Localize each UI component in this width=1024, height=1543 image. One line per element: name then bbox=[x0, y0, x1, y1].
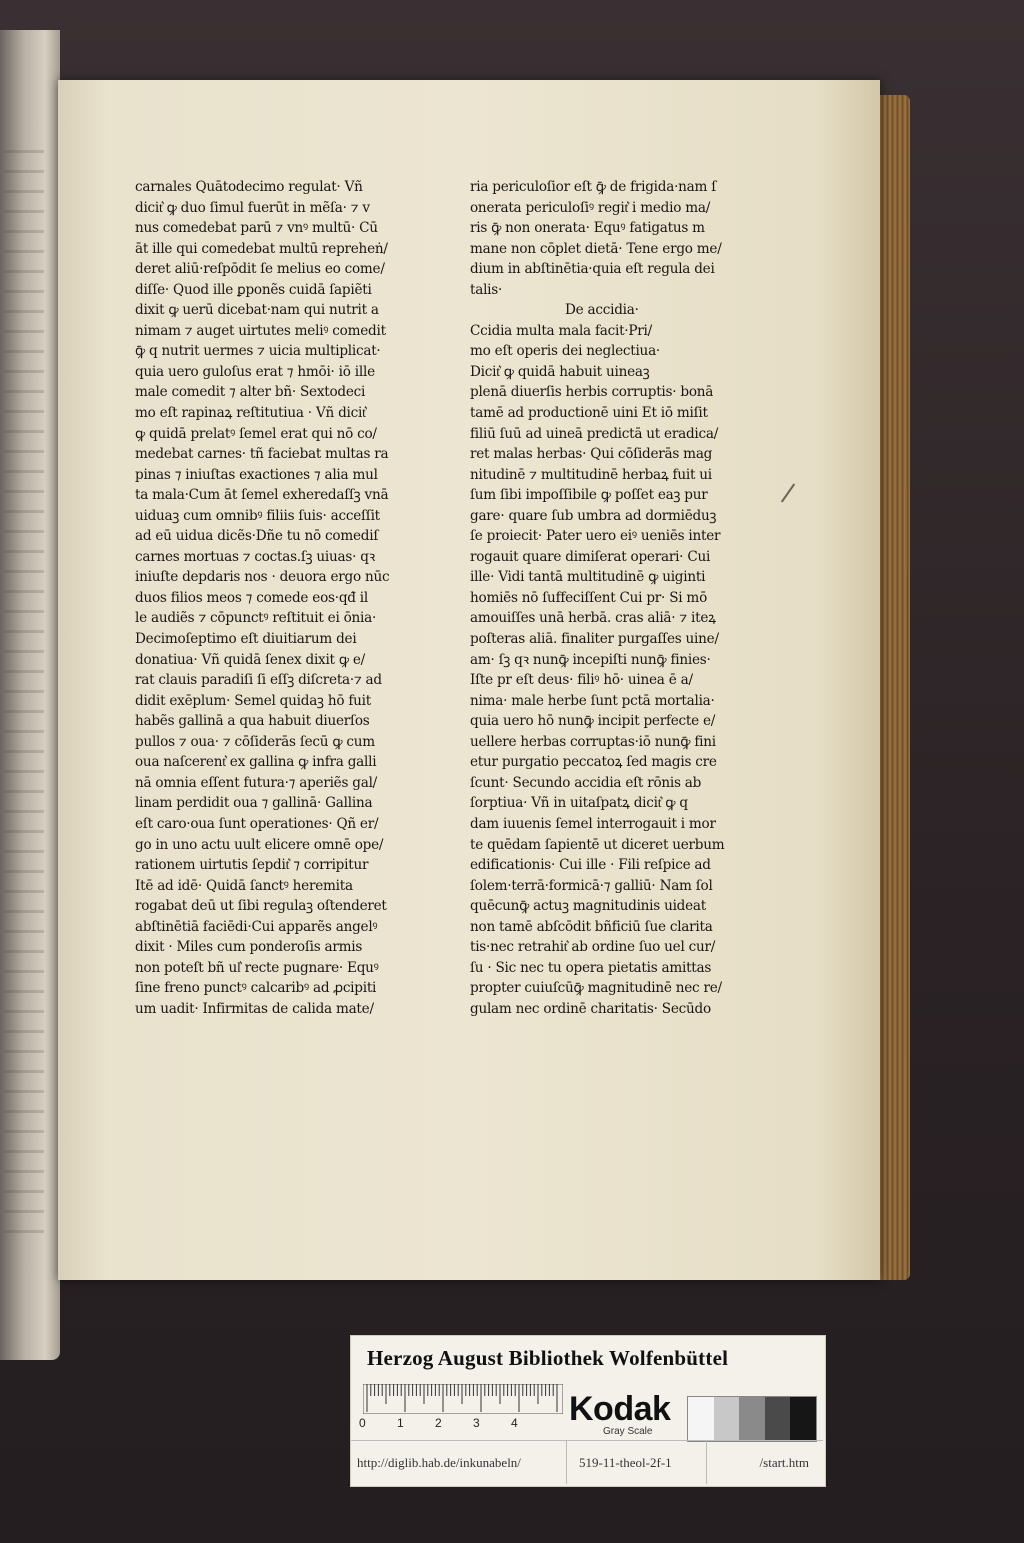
left-page-bleed-text bbox=[4, 150, 44, 1250]
text-line: nimam ⁊ auget uirtutes meliꝰ comedit bbox=[135, 322, 386, 339]
text-line: homiēs nō ſuffeciſſent Cui pr· Si mō bbox=[470, 589, 708, 606]
text-line: edificationis· Cui ille · Fili reſpice ad bbox=[470, 857, 711, 874]
left-text-column bbox=[135, 177, 435, 1019]
ruler-number: 0 bbox=[359, 1416, 366, 1430]
ruler-number: 4 bbox=[511, 1416, 518, 1430]
text-line: uellere herbas corruptas·iō nunꝙ̄ fini bbox=[470, 733, 716, 750]
text-line: iniuſte depdaris nos · deuora ergo nūc bbox=[135, 569, 390, 586]
text-line: didit exēplum· Semel quidaꝫ hō fuit bbox=[135, 692, 371, 709]
text-line: āt ille qui comedebat multū repreheṅ/ bbox=[135, 240, 388, 257]
text-line: poſteras aliā. finaliter purgaſſes uine/ bbox=[470, 631, 719, 648]
text-line: mo eſt rapinaꝝ reſtitutiua · Vñ dicit͛ bbox=[135, 405, 366, 422]
text-line: rat clauis paradiſi ſi eſſꝫ diſcreta·⁊ ad bbox=[135, 672, 382, 689]
text-line: nā omnia eſſent futura·⁊ aperiẽs gal/ bbox=[135, 774, 378, 791]
text-line: rogauit quare dimiſerat operari· Cui bbox=[470, 548, 711, 565]
text-line: linam perdidit oua ⁊ gallinā· Gallina bbox=[135, 795, 373, 812]
text-line: etur purgatio peccatoꝝ ſed magis cre bbox=[470, 754, 717, 771]
text-line: gulam nec ordinē charitatis· Secūdo bbox=[470, 1000, 711, 1017]
text-line: gare· quare ſub umbra ad dormiēduꝫ bbox=[470, 507, 717, 524]
ruler-number: 2 bbox=[435, 1416, 442, 1430]
text-line: nus comedebat parū ⁊ vnꝰ multū· Cū bbox=[135, 220, 378, 237]
text-line: talis· bbox=[470, 281, 503, 298]
text-line: um uadit· Infirmitas de calida mate/ bbox=[135, 1000, 374, 1017]
text-line: dixit ꝙ uerū dicebat·nam qui nutrit a bbox=[135, 302, 379, 319]
text-line: De accidia· bbox=[565, 302, 639, 319]
text-line: pullos ⁊ oua· ⁊ cōſiderās ſecū ꝙ cum bbox=[135, 733, 375, 750]
text-line: ꝙ̄ q nutrit uermes ⁊ uicia multiplicat· bbox=[135, 343, 381, 360]
text-line: nitudinē ⁊ multitudinē herbaꝝ fuit ui bbox=[470, 466, 712, 483]
text-line: dixit · Miles cum ponderoſis armis bbox=[135, 939, 363, 956]
text-line: ſine freno punctꝰ calcaribꝰ ad ꝓcipiti bbox=[135, 980, 377, 997]
text-line: carnes mortuas ⁊ coctas.ſꝫ uiuas· qꝛ bbox=[135, 548, 375, 565]
text-line: diſſe· Quod ille ꝑponẽs cuidā ſapiẽti bbox=[135, 281, 372, 298]
text-line: quia uero guloſus erat ⁊ hmōi· iō ille bbox=[135, 363, 375, 380]
text-line: rogabat deū ut ſibi regulaꝫ oſtenderet bbox=[135, 898, 387, 915]
text-line: abſtinētiā faciēdi·Cui apparẽs angelꝰ bbox=[135, 918, 378, 935]
text-line: uiduaꝫ cum omnibꝰ filiis ſuis· acceſſit bbox=[135, 507, 380, 524]
text-line: non tamē abſcōdit bñficiū ſue clarita bbox=[470, 918, 713, 935]
text-line: Dicit͛ ꝙ quidā habuit uineaꝫ bbox=[470, 363, 650, 380]
text-line: ſorptiua· Vñ in uitaſpatꝝ dicit͛ ꝙ q bbox=[470, 795, 688, 812]
text-line: Iſte pr eſt deus· filiꝰ hō· uinea ē a/ bbox=[470, 672, 693, 689]
text-line: habẽs gallinā a qua habuit diuerſos bbox=[135, 713, 370, 730]
text-line: dicit͛ ꝙ duo ſimul fuerūt in mẽſa· ⁊ v bbox=[135, 199, 370, 216]
text-line: tamē ad productionē uini Et iō miſit bbox=[470, 405, 708, 422]
text-line: quēcunꝙ̄ actuꝫ magnitudinis uideat bbox=[470, 898, 706, 915]
text-line: quia uero hō nunꝙ̄ incipit perfecte e/ bbox=[470, 713, 716, 730]
text-line: deret aliū·reſpōdit ſe melius eo come/ bbox=[135, 261, 385, 278]
text-line: ret malas herbas· Qui cōſiderās mag bbox=[470, 446, 713, 463]
gray-swatch bbox=[739, 1397, 765, 1441]
text-line: Itē ad idē· Quidā ſanctꝰ heremita bbox=[135, 877, 353, 894]
text-line: amouiſſes unā herbā. cras aliā· ⁊ iteꝝ bbox=[470, 610, 716, 627]
text-line: male comedit ⁊ alter bñ· Sextodeci bbox=[135, 384, 366, 401]
gray-swatch bbox=[714, 1397, 740, 1441]
ruler-number: 3 bbox=[473, 1416, 480, 1430]
text-line: ille· Vidi tantā multitudinē ꝙ uiginti bbox=[470, 569, 706, 586]
text-line: ſu · Sic nec tu opera pietatis amittas bbox=[470, 959, 712, 976]
text-line: ſe proiecit· Pater uero eiꝰ ueniēs inter bbox=[470, 528, 721, 545]
text-line: dium in abſtinētia·quia eſt regula dei bbox=[470, 261, 715, 278]
page-file-link[interactable]: /start.htm bbox=[707, 1440, 823, 1484]
text-line: plenā diuerſis herbis corruptis· bonā bbox=[470, 384, 714, 401]
text-line: ſcunt· Secundo accidia eſt rōnis ab bbox=[470, 774, 702, 791]
library-url[interactable]: http://diglib.hab.de/inkunabeln/ bbox=[351, 1440, 567, 1484]
text-line: ꝙ quidā prelatꝰ ſemel erat qui nō co/ bbox=[135, 425, 377, 442]
ruler-scale bbox=[363, 1384, 563, 1414]
text-line: non poteſt bñ ul͛ recte pugnare· Equꝰ bbox=[135, 959, 379, 976]
gray-swatches bbox=[687, 1396, 817, 1442]
gray-scale-caption: Gray Scale bbox=[603, 1426, 653, 1437]
text-line: medebat carnes· tñ faciebat multas ra bbox=[135, 446, 389, 463]
text-line: propter cuiuſcūꝙ̄ magnitudinē nec re/ bbox=[470, 980, 722, 997]
kodak-logo: Kodak bbox=[569, 1390, 671, 1428]
text-line: rationem uirtutis ſepdit͛ ⁊ corripitur bbox=[135, 857, 369, 874]
text-line: le audiẽs ⁊ cōpunctꝰ reſtituit ei ōnia· bbox=[135, 610, 377, 627]
text-line: ſolem·terrā·formicā·⁊ galliū· Nam ſol bbox=[470, 877, 713, 894]
text-line: donatiua· Vñ quidā ſenex dixit ꝙ e/ bbox=[135, 651, 365, 668]
text-line: mane non cōplet dietā· Tene ergo me/ bbox=[470, 240, 722, 257]
text-line: mo eſt operis dei neglectiua· bbox=[470, 343, 660, 360]
text-line: duos filios meos ⁊ comede eos·qđ il bbox=[135, 589, 368, 606]
text-line: dam iuuenis ſemel interrogauit i mor bbox=[470, 815, 716, 832]
right-text-column bbox=[470, 177, 770, 1019]
text-line: onerata periculoſiꝰ regit͛ i medio ma/ bbox=[470, 199, 711, 216]
text-line: go in uno actu uult elicere omnē ope/ bbox=[135, 836, 384, 853]
text-line: ad eū uidua dicẽs·Dñe tu nō comediſ bbox=[135, 528, 379, 545]
text-line: Decimoſeptimo eſt diuitiarum dei bbox=[135, 631, 357, 648]
text-line: filiū ſuū ad uineā predictā ut eradica/ bbox=[470, 425, 719, 442]
text-line: tis·nec retrahit͛ ab ordine ſuo uel cur/ bbox=[470, 939, 716, 956]
text-line: ris ꝙ̄ non onerata· Equꝰ fatigatus m bbox=[470, 220, 705, 237]
ruler-number: 1 bbox=[397, 1416, 404, 1430]
library-name: Herzog August Bibliothek Wolfenbüttel bbox=[367, 1346, 729, 1370]
left-page-edge bbox=[0, 30, 60, 1360]
text-line: am· ſꝫ qꝛ nunꝙ̄ incepiſti nunꝙ̄ finies· bbox=[470, 651, 711, 668]
gray-swatch bbox=[765, 1397, 791, 1441]
text-line: pinas ⁊ iniuſtas exactiones ⁊ alia mul bbox=[135, 466, 378, 483]
text-line: eſt caro·oua ſunt operationes· Qñ er/ bbox=[135, 815, 379, 832]
text-line: ſum ſibi impoſſibile ꝙ poſſet eaꝫ pur bbox=[470, 487, 708, 504]
text-line: carnales Quātodecimo regulat· Vñ bbox=[135, 179, 363, 195]
gray-swatch bbox=[688, 1397, 714, 1441]
text-line: Ccidia multa mala facit·Pri/ bbox=[470, 322, 652, 339]
library-color-bar-label bbox=[350, 1335, 826, 1487]
text-line: ria periculoſior eſt ꝙ̄ de frigida·nam ſ bbox=[470, 179, 717, 195]
text-line: ta mala·Cum āt ſemel exheredaſſꝫ vnā bbox=[135, 487, 389, 504]
gray-swatch bbox=[790, 1397, 816, 1441]
text-line: nima· male herbe ſunt pctā mortalia· bbox=[470, 692, 715, 709]
shelfmark: 519-11-theol-2f-1 bbox=[567, 1440, 707, 1484]
text-line: oua naſcerent͛ ex gallina ꝙ infra galli bbox=[135, 754, 377, 771]
text-line: te quēdam ſapientē ut diceret uerbum bbox=[470, 836, 725, 853]
